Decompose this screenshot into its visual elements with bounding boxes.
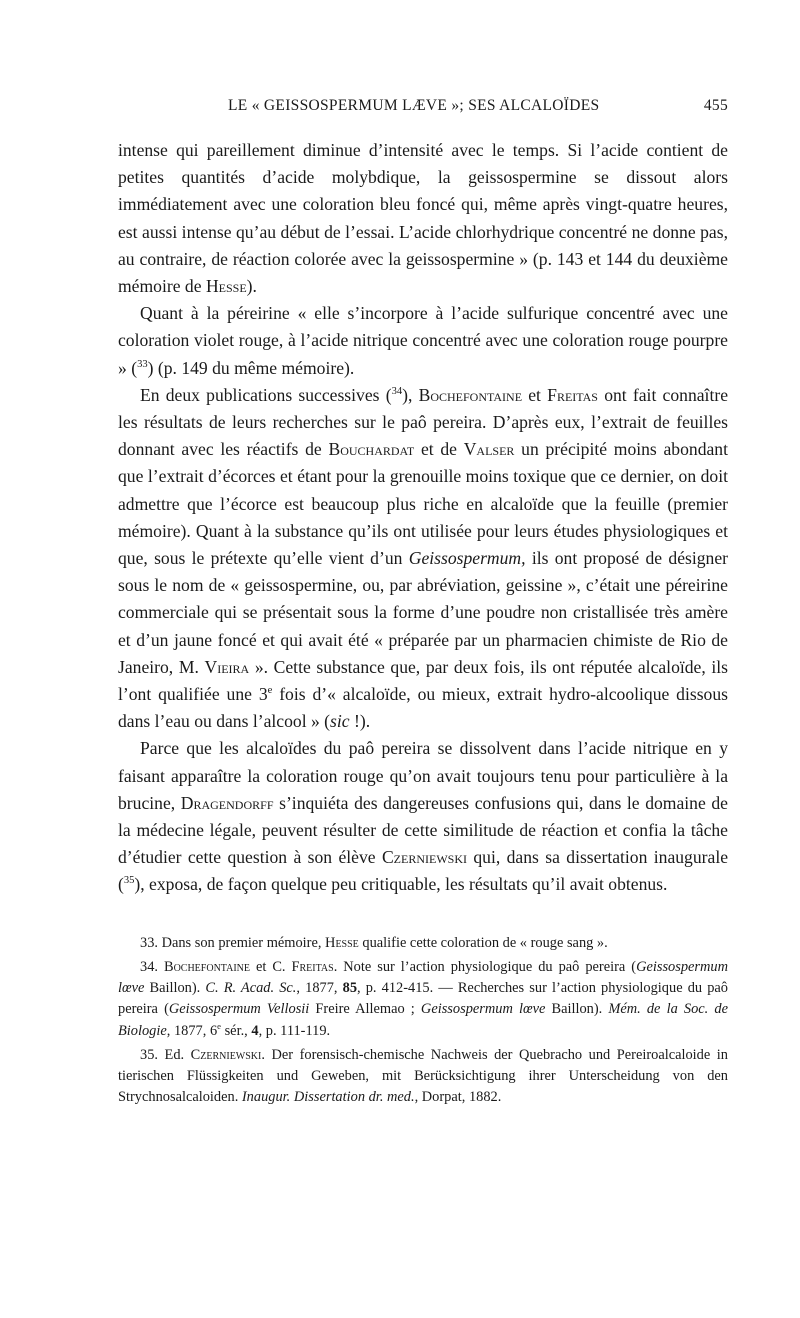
- ordinal-suffix: e: [267, 685, 273, 697]
- italic-term: Geissospermum Vellosii: [168, 1001, 310, 1018]
- page: [118, 97, 728, 1108]
- footnotes: [118, 933, 728, 1109]
- text-run: ).: [246, 276, 257, 297]
- journal-title: Mém. de la Soc. de Biologie: [118, 1001, 728, 1039]
- text-run: ) (p. 149 du même mémoire).: [147, 357, 355, 378]
- text-run: , Dorpat, 1882.: [414, 1089, 502, 1106]
- text-run: !).: [349, 711, 371, 732]
- paragraph-4: [118, 735, 728, 898]
- author-name: Bouchardat: [328, 439, 415, 460]
- text-run: un précipité moins abondant que l’extrait d’écorces et étant pour la grenouille moins toxique que ce dernier, on doit admettre que l’écorce est beaucoup plus riche en alcaloïde que la feuille (premier mémoire). Quant à la substance qu’ils ont utilisée pour leurs études physiologiques et que, sous le prétexte qu’elle vient d’un: [118, 439, 728, 569]
- text-run: Baillon).: [545, 1001, 609, 1018]
- author-name: Dragendorff: [180, 792, 274, 813]
- author-name: Vieira: [204, 656, 250, 677]
- text-run: qui, dans sa dissertation inaugurale (: [118, 847, 729, 895]
- footnote-35: [118, 1045, 728, 1109]
- text-run: 33. Dans son premier mémoire,: [140, 934, 326, 951]
- text-run: ),: [402, 384, 419, 405]
- text-run: et: [522, 384, 548, 405]
- text-run: Freire Allemao ;: [309, 1001, 421, 1018]
- running-title: LE « GEISSOSPERMUM LÆVE »; SES ALCALOÏDES: [228, 97, 600, 114]
- author-name: Czerniewski: [190, 1046, 262, 1063]
- ordinal-suffix: e: [217, 1020, 221, 1031]
- author-name: Freitas: [547, 384, 598, 405]
- text-run: et C.: [249, 958, 292, 975]
- text-run: ), exposa, de façon quelque peu critiquable, les résultats qu’il avait obtenus.: [134, 874, 668, 895]
- footnote-ref: 34: [391, 385, 403, 397]
- footnote-33: [118, 933, 728, 954]
- text-run: 34.: [140, 958, 164, 975]
- journal-title: Inaugur. Dissertation dr. med.: [241, 1089, 415, 1106]
- text-run: et de: [414, 439, 464, 460]
- text-run: , 1877, 6: [166, 1022, 218, 1039]
- paragraph-3: [118, 382, 728, 736]
- author-name: Valser: [463, 439, 515, 460]
- author-name: Hesse: [325, 934, 359, 951]
- body-text: [118, 137, 728, 899]
- author-name: Bochefontaine: [418, 384, 523, 405]
- text-run: fois d’« alcaloïde, ou mieux, extrait hydro-alcoolique dissous dans l’eau ou dans l’alcool » (: [118, 684, 728, 732]
- italic-term: Geissospermum lœve: [118, 958, 728, 997]
- volume-number: 85: [342, 980, 358, 997]
- text-run: Baillon).: [144, 980, 206, 997]
- text-run: ils ont proposé de désigner sous le nom de « geissospermine, ou, par abréviation, geissine », c’était une péreirine commerciale qui se présentait sous la forme d’une poudre non cristallisée très amère et d’un jaune foncé et qui avait été « préparée par un pharmacien chimiste de Rio de Janeiro, M.: [118, 548, 728, 677]
- text-run: , p. 111-119.: [258, 1022, 331, 1039]
- author-name: Hesse: [205, 276, 247, 297]
- text-run: 35. Ed.: [140, 1046, 191, 1063]
- text-run: intense qui pareillement diminue d’intensité avec le temps. Si l’acide contient de petites quantités d’acide molybdique, la geissospermine se dissout alors immédiatement avec une coloration bleu foncé qui, même après vingt-quatre heures, est aussi intense qu’au début de l’essai. L’acide chlorhydrique concentré ne donne pas, au contraire, de réaction colorée avec la geissospermine » (p. 143 et 144 du deuxième mémoire de: [118, 140, 728, 297]
- text-run: En deux publications successives (: [140, 384, 392, 405]
- text-run: ont fait connaître les résultats de leurs recherches sur le paô pereira. D’après eux, l’extrait de feuilles donnant avec les réactifs de: [118, 384, 729, 460]
- text-run: qualifie cette coloration de « rouge sang ».: [358, 934, 608, 951]
- author-name: Bochefontaine: [163, 958, 250, 975]
- footnote-ref: 33: [137, 358, 148, 370]
- italic-term: sic: [330, 711, 350, 732]
- text-run: sér.,: [220, 1022, 252, 1039]
- text-run: , p. 412-415. — Recherches sur l’action physiologique du paô pereira (: [118, 980, 728, 1018]
- journal-title: C. R. Acad. Sc.: [205, 980, 297, 997]
- text-run: Quant à la péreirine « elle s’incorpore à l’acide sulfurique concentré avec une coloration violet rouge, à l’acide nitrique concentré avec une coloration rouge pourpre » (: [118, 303, 728, 378]
- text-run: . Note sur l’action physiologique du paô pereira (: [333, 958, 637, 975]
- page-number: 455: [703, 97, 728, 114]
- running-header: [118, 97, 728, 123]
- italic-term: Geissospermum,: [408, 548, 526, 569]
- paragraph-2: [118, 300, 728, 382]
- text-run: s’inquiéta des dangereuses confusions qui, dans le domaine de la médecine légale, peuvent résulter de cette similitude de réaction et confia la tâche d’étudier cette question à son élève: [118, 792, 728, 868]
- footnote-ref: 35: [123, 875, 135, 887]
- footnote-34: [118, 957, 728, 1042]
- volume-number: 4: [251, 1022, 259, 1039]
- text-run: . Der forensisch-chemische Nachweis der Quebracho und Pereiroalcaloide in tierischen Flüssigkeiten und Geweben, mit Berücksichtigung ihrer Unterscheidung von den Strychnosalcaloiden.: [118, 1046, 728, 1106]
- text-run: ». Cette substance que, par deux fois, ils ont réputée alcaloïde, ils l’ont qualifiée une 3: [118, 656, 729, 705]
- italic-term: Geissospermum lœve: [420, 1001, 546, 1018]
- author-name: Freitas: [291, 958, 334, 975]
- text-run: , 1877,: [296, 980, 343, 997]
- paragraph-1: [118, 137, 728, 300]
- text-run: Parce que les alcaloïdes du paô pereira se dissolvent dans l’acide nitrique en y faisant apparaître la coloration rouge qu’on avait toujours tenu pour particulière à la brucine,: [118, 738, 728, 813]
- author-name: Czerniewski: [381, 847, 467, 868]
